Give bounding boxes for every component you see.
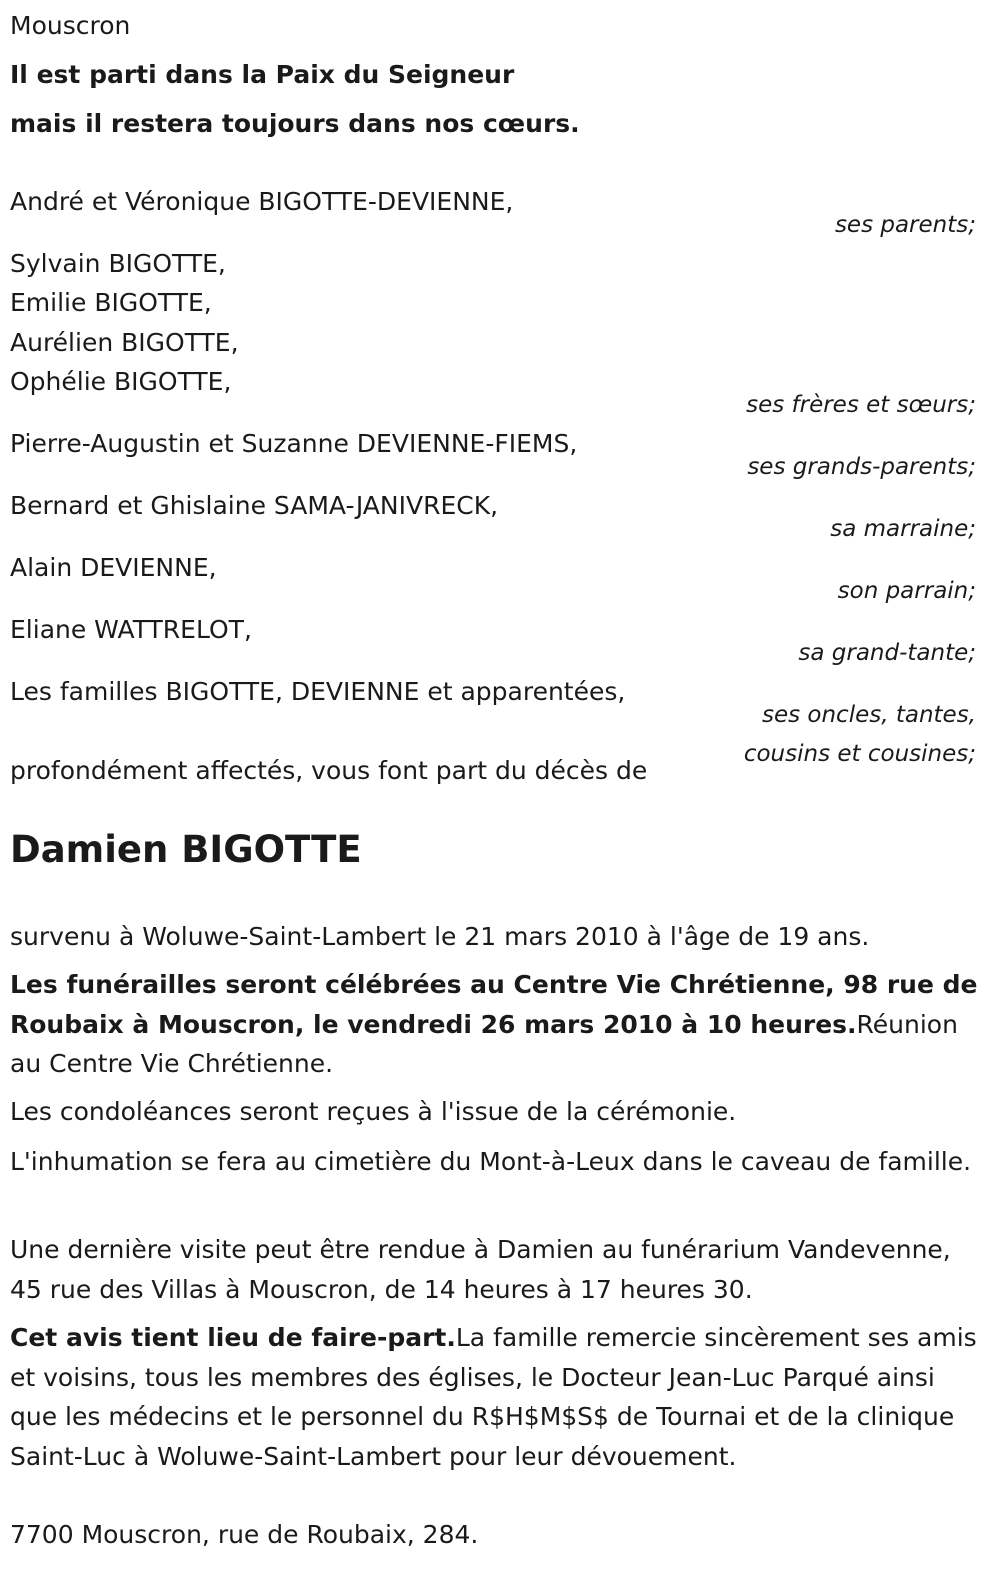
family-parents: André et Véronique BIGOTTE-DEVIENNE,: [10, 187, 514, 216]
funeral-details-bold: Les funérailles seront célébrées au Centre Vie Chrétienne, 98 rue de Roubaix à Mouscron, le vendredi 26 mars 2010 à 10 heures.: [10, 970, 978, 1039]
death-details: survenu à Woluwe-Saint-Lambert le 21 mars 2010 à l'âge de 19 ans.: [10, 922, 870, 951]
funeral-details: Réunion au Centre Vie Chrétienne.: [10, 1009, 958, 1078]
role-parents: ses parents;: [834, 212, 976, 238]
role-greataunt: sa grand-tante;: [798, 640, 976, 666]
thanks-text: La famille remercie sincèrement ses amis et voisins, tous les membres des églises, le Docteur Jean-Luc Parqué ainsi que les médecins et le personnel du R$H$M$S$ de Tournai et de la clinique Saint-Luc à Woluwe-Saint-Lambert pour leur dévouement.: [10, 1323, 977, 1471]
role-godmother: sa marraine;: [830, 516, 976, 542]
visit-text: Une dernière visite peut être rendue à Damien au funérarium Vandevenne, 45 rue des Villas à Mouscron, de 14 heures à 17 heures 30.: [10, 1235, 951, 1304]
thanks-paragraph: [10, 1318, 988, 1476]
funeral-paragraph: [10, 965, 988, 1084]
family-sibling: Sylvain BIGOTTE,: [10, 249, 226, 278]
role-relatives-line-2: cousins et cousines;: [743, 741, 976, 767]
family-godmother: Bernard et Ghislaine SAMA-JANIVRECK,: [10, 491, 499, 520]
footer-address: 7700 Mouscron, rue de Roubaix, 284.: [10, 1520, 479, 1549]
family-sibling: Ophélie BIGOTTE,: [10, 367, 232, 396]
family-sibling: Emilie BIGOTTE,: [10, 288, 212, 317]
announcement-text: profondément affectés, vous font part du décès de: [10, 756, 648, 785]
role-relatives-line-1: ses oncles, tantes,: [761, 702, 976, 728]
thanks-bold: Cet avis tient lieu de faire-part.: [10, 1323, 456, 1352]
quote-line-1: Il est parti dans la Paix du Seigneur: [10, 60, 515, 89]
city-heading: Mouscron: [10, 11, 131, 40]
deceased-name: Damien BIGOTTE: [10, 828, 362, 871]
family-godfather: Alain DEVIENNE,: [10, 553, 217, 582]
condolences-text: Les condoléances seront reçues à l'issue de la cérémonie.: [10, 1097, 737, 1126]
family-greataunt: Eliane WATTRELOT,: [10, 615, 252, 644]
family-relatives: Les familles BIGOTTE, DEVIENNE et apparentées,: [10, 677, 626, 706]
family-sibling: Aurélien BIGOTTE,: [10, 328, 239, 357]
role-godfather: son parrain;: [837, 578, 976, 604]
quote-line-2: mais il restera toujours dans nos cœurs.: [10, 109, 580, 138]
role-siblings: ses frères et sœurs;: [746, 392, 976, 418]
family-grandparents: Pierre-Augustin et Suzanne DEVIENNE-FIEMS,: [10, 429, 578, 458]
role-grandparents: ses grands-parents;: [747, 454, 976, 480]
burial-text: L'inhumation se fera au cimetière du Mont-à-Leux dans le caveau de famille.: [10, 1147, 972, 1176]
